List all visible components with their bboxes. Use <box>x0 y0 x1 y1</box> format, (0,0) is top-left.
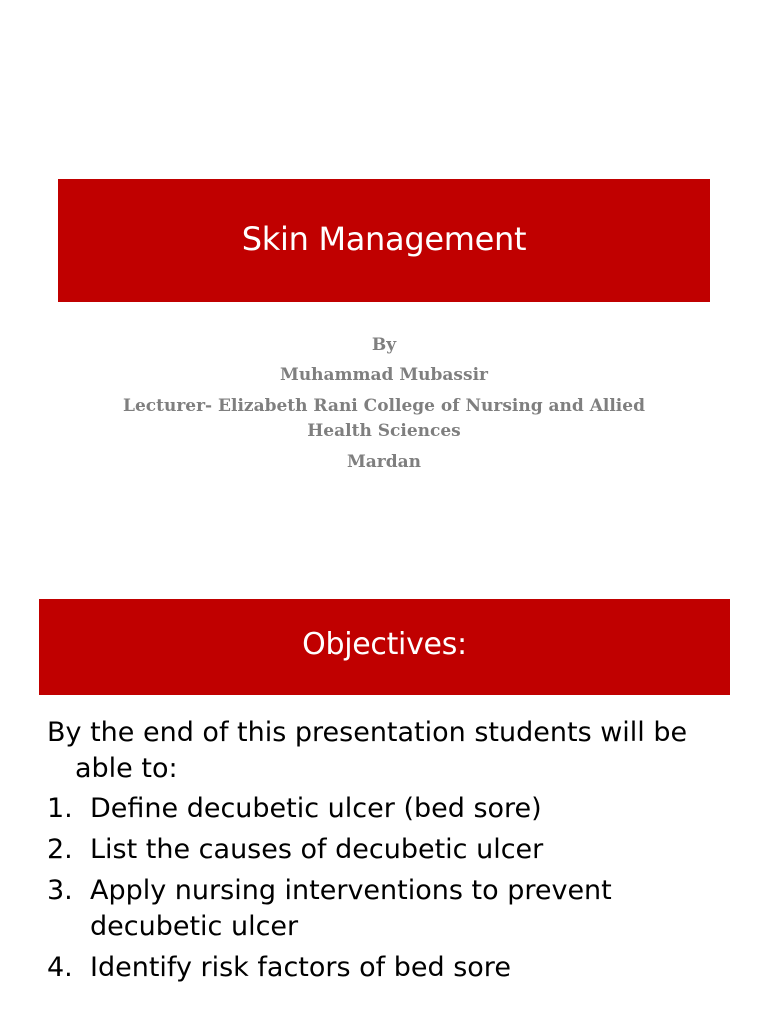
list-item-text: Apply nursing interventions to prevent decubetic ulcer <box>90 875 612 942</box>
list-item <box>47 950 727 986</box>
objectives-body <box>47 715 727 991</box>
objectives-heading: Objectives: <box>302 626 467 662</box>
objectives-intro: By the end of this presentation students will be able to: <box>47 717 688 784</box>
list-item-number: 2. <box>47 834 73 865</box>
list-item-number: 4. <box>47 952 73 983</box>
list-item-text: Identify risk factors of bed sore <box>90 952 511 983</box>
author-block <box>100 331 668 478</box>
objectives-list <box>47 791 727 986</box>
list-item <box>47 791 727 827</box>
list-item-number: 3. <box>47 875 73 906</box>
author-name: Muhammad Mubassir <box>280 365 488 385</box>
objectives-banner <box>39 599 730 695</box>
author-role: Lecturer- Elizabeth Rani College of Nursing and Allied Health Sciences <box>123 396 645 441</box>
title-banner <box>58 179 710 302</box>
by-label: By <box>371 335 397 355</box>
list-item <box>47 873 727 945</box>
list-item-text: Define decubetic ulcer (bed sore) <box>90 793 542 824</box>
slide-title: Skin Management <box>241 219 527 258</box>
author-city: Mardan <box>346 452 422 472</box>
list-item-number: 1. <box>47 793 73 824</box>
list-item <box>47 832 727 868</box>
list-item-text: List the causes of decubetic ulcer <box>90 834 544 865</box>
